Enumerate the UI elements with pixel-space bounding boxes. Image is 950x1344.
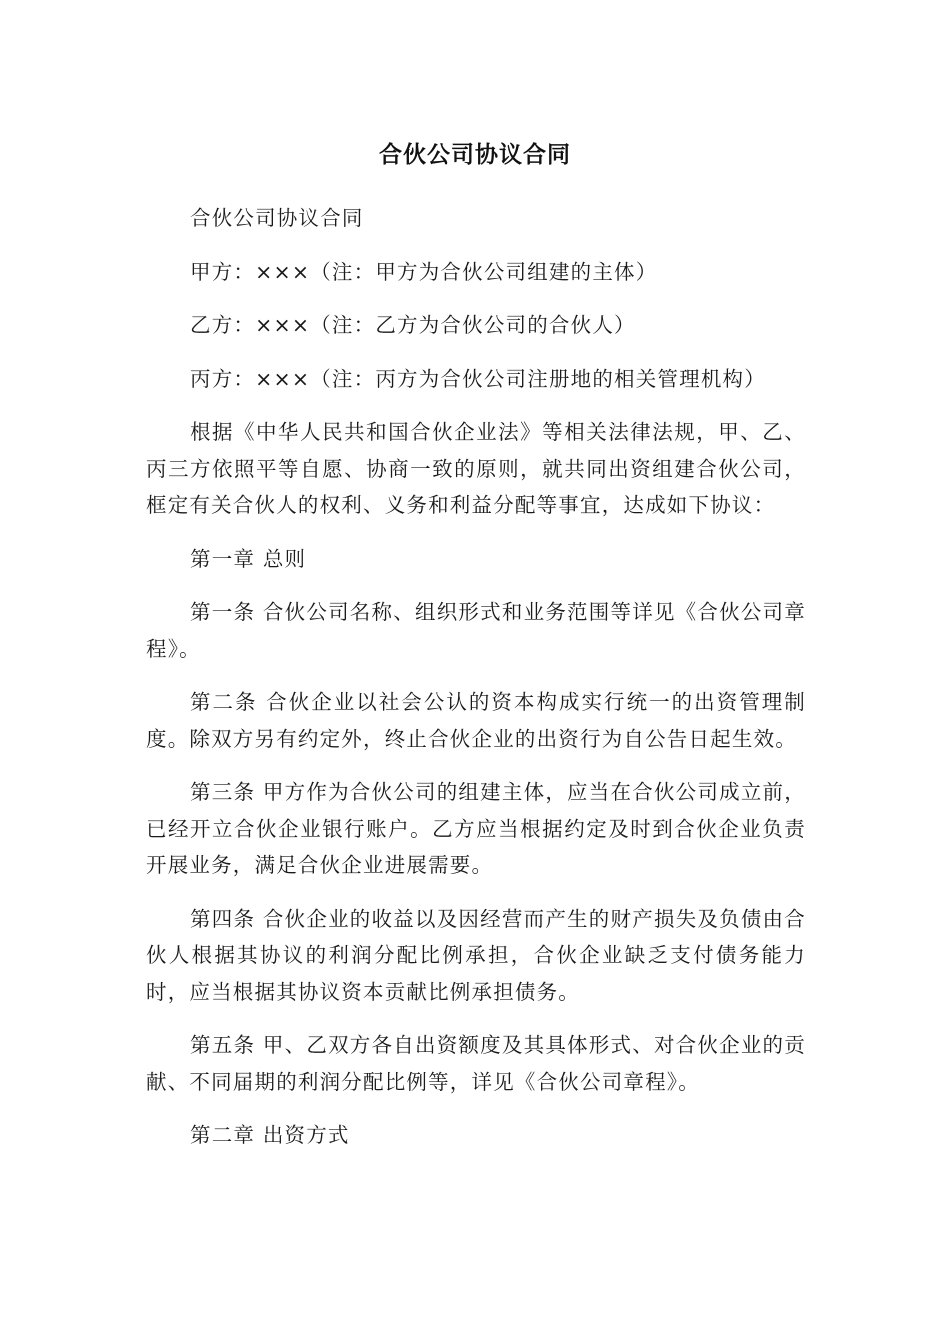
article-1: 第一条 合伙公司名称、组织形式和业务范围等详见《合伙公司章程》。 [146, 600, 806, 661]
paragraph-heading: 合伙公司协议合同 [190, 206, 364, 230]
document-title: 合伙公司协议合同 [379, 142, 571, 168]
paragraph-party-c: 丙方：×××（注：丙方为合伙公司注册地的相关管理机构） [190, 366, 766, 391]
document-body [146, 200, 806, 1171]
chapter-1-heading: 第一章 总则 [190, 546, 307, 571]
article-2: 第二条 合伙企业以社会公认的资本构成实行统一的出资管理制度。除双方另有约定外，终止合伙企业的出资行为自公告日起生效。 [146, 690, 806, 751]
article-5: 第五条 甲、乙双方各自出资额度及其具体形式、对合伙企业的贡献、不同届期的利润分配比例等，详见《合伙公司章程》。 [146, 1033, 806, 1094]
article-4: 第四条 合伙企业的收益以及因经营而产生的财产损失及负债由合伙人根据其协议的利润分配比例承担，合伙企业缺乏支付债务能力时，应当根据其协议资本贡献比例承担债务。 [146, 906, 806, 1004]
paragraph-party-b: 乙方：×××（注：乙方为合伙公司的合伙人） [190, 313, 636, 337]
paragraph-preamble: 根据《中华人民共和国合伙企业法》等相关法律法规，甲、乙、丙三方依照平等自愿、协商一致的原则，就共同出资组建合伙公司，框定有关合伙人的权利、义务和利益分配等事宜，达成如下协议： [146, 420, 806, 517]
article-3: 第三条 甲方作为合伙公司的组建主体，应当在合伙公司成立前，已经开立合伙企业银行账户。乙方应当根据约定及时到合伙企业负责开展业务，满足合伙企业进展需要。 [146, 780, 806, 877]
paragraph-party-a: 甲方：×××（注：甲方为合伙公司组建的主体） [190, 259, 658, 284]
chapter-2-heading: 第二章 出资方式 [190, 1123, 350, 1147]
